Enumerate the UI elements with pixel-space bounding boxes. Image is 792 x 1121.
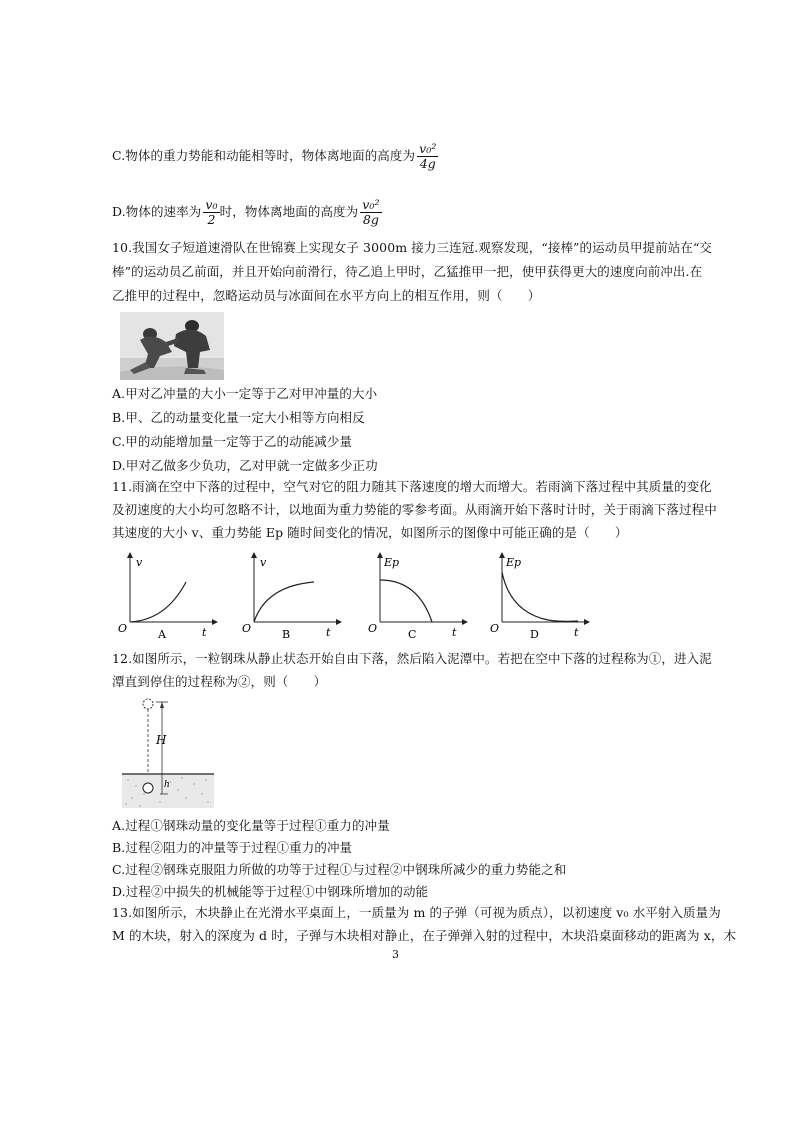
q12-stem-line-2: 潭直到停住的过程称为②，则（ ） — [112, 674, 327, 689]
fraction-numerator: v₀² — [419, 141, 437, 156]
graph-a-origin: O — [118, 622, 128, 635]
steel-ball-figure — [120, 694, 220, 810]
fraction-denominator: 4g — [419, 156, 436, 171]
graph-a-caption: A — [158, 628, 166, 641]
q10-option-a: A.甲对乙冲量的大小一定等于乙对甲冲量的大小 — [112, 386, 378, 401]
q10-stem-line-3: 乙推甲的过程中，忽略运动员与冰面间在水平方向上的相互作用，则（ ） — [112, 288, 541, 303]
fraction-numerator: v₀² — [362, 197, 380, 212]
graph-a-ylabel: v — [136, 556, 143, 569]
q10-stem-line-1: 10.我国女子短道速滑队在世锦赛上实现女子 3000m 接力三连冠.观察发现，“接棒”的运动员甲提前站在“交 — [112, 240, 713, 255]
q9-option-d-fraction-1 — [203, 198, 219, 227]
q12-option-c: C.过程②钢珠克服阻力所做的功等于过程①与过程②中钢珠所减少的重力势能之和 — [112, 862, 567, 877]
q10-option-c: C.甲的动能增加量一定等于乙的动能减少量 — [112, 434, 353, 449]
skaters-photo — [120, 312, 224, 380]
depth-label-h: h — [164, 780, 170, 790]
q10-option-b: B.甲、乙的动量变化量一定大小相等方向相反 — [112, 410, 365, 425]
graph-d-origin: O — [490, 622, 500, 635]
page-number: 3 — [392, 948, 399, 961]
graph-c — [366, 550, 470, 642]
graph-c-xlabel: t — [452, 626, 457, 639]
fraction-denominator: 2 — [207, 212, 216, 227]
q9-option-d — [112, 198, 382, 227]
graph-b-xlabel: t — [326, 626, 331, 639]
q11-stem-line-3: 其速度的大小 v、重力势能 Ep 随时间变化的情况，如图所示的图像中可能正确的是（ ） — [112, 525, 628, 540]
q9-option-d-text-mid: 时，物体离地面的高度为 — [219, 204, 359, 219]
q13-stem-line-2: M 的木块，射入的深度为 d 时，子弹与木块相对静止，在子弹弹入射的过程中，木块沿桌面移动的距离为 x，木 — [112, 928, 737, 943]
q12-stem-line-1: 12.如图所示，一粒钢珠从静止状态开始自由下落，然后陷入泥潭中。若把在空中下落的过程称为①，进入泥 — [112, 651, 712, 666]
height-label-H: H — [156, 733, 167, 747]
graph-b — [240, 550, 344, 642]
q11-stem-line-1: 11.雨滴在空中下落的过程中，空气对它的阻力随其下落速度的增大而增大。若雨滴下落过程中其质量的变化 — [112, 479, 712, 494]
q9-option-d-fraction-2 — [360, 198, 381, 227]
graph-c-caption: C — [408, 628, 417, 641]
graph-b-ylabel: v — [260, 556, 267, 569]
graph-c-ylabel: Ep — [384, 556, 400, 569]
q13-stem-line-1: 13.如图所示，木块静止在光滑水平桌面上，一质量为 m 的子弹（可视为质点），以初速度 v₀ 水平射入质量为 — [112, 905, 721, 920]
q9-option-c — [112, 142, 438, 171]
q9-option-c-text: C.物体的重力势能和动能相等时，物体离地面的高度为 — [112, 148, 416, 163]
fraction-numerator: v₀ — [205, 197, 218, 212]
graph-a — [116, 550, 220, 642]
q12-option-b: B.过程②阻力的冲量等于过程①重力的冲量 — [112, 840, 353, 855]
q9-option-c-fraction — [417, 142, 438, 171]
fraction-denominator: 8g — [362, 212, 380, 227]
graph-d-ylabel: Ep — [506, 556, 522, 569]
graph-d-caption: D — [530, 628, 539, 641]
q11-stem-line-2: 及初速度的大小均可忽略不计，以地面为重力势能的零参考面。从雨滴开始下落时计时，关于雨滴下落过程中 — [112, 502, 717, 517]
graph-c-origin: O — [368, 622, 378, 635]
q10-stem-line-2: 棒”的运动员乙前面，并且开始向前滑行，待乙追上甲时，乙猛推甲一把，使甲获得更大的速度向前冲出.在 — [112, 264, 703, 279]
q9-option-d-text: D.物体的速率为 — [112, 204, 202, 219]
graph-d — [488, 550, 592, 642]
q10-option-d: D.甲对乙做多少负功，乙对甲就一定做多少正功 — [112, 458, 378, 473]
q12-option-a: A.过程①钢珠动量的变化量等于过程①重力的冲量 — [112, 818, 390, 833]
graph-a-xlabel: t — [202, 626, 207, 639]
graph-b-caption: B — [282, 628, 291, 641]
graph-d-xlabel: t — [574, 626, 579, 639]
graph-b-origin: O — [242, 622, 252, 635]
q12-option-d: D.过程②中损失的机械能等于过程①中钢珠所增加的动能 — [112, 884, 429, 899]
